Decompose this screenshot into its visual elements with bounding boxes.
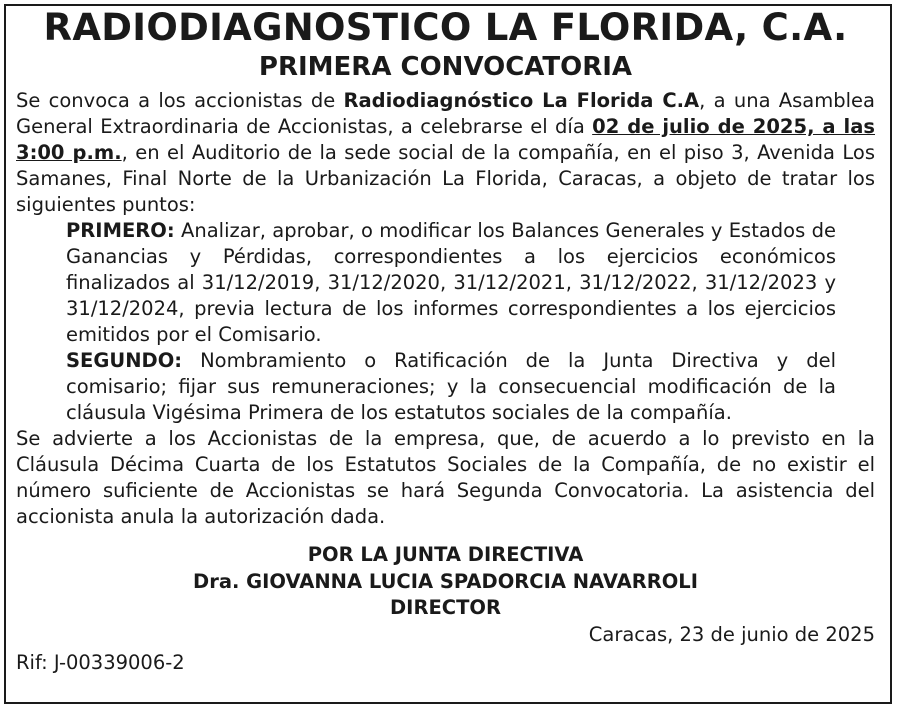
company-title: RADIODIAGNOSTICO LA FLORIDA, C.A. [43, 6, 848, 49]
signature-line: POR LA JUNTA DIRECTIVA [307, 543, 584, 566]
signature-block [16, 542, 875, 622]
agenda-item-label: PRIMERO: [66, 219, 175, 242]
agenda-item-text: Nombramiento o Ratificación de la Junta Directiva y del comisario; fijar sus remuneraciones; y la consecuencial modificación de la cláusula Vigésima Primera de los estatutos sociales de la compañía. [66, 349, 836, 424]
agenda-item-text: Analizar, aprobar, o modificar los Balances Generales y Estados de Ganancias y Pérdidas, correspondientes a los ejercicios económicos finalizados al 31/12/2019, 31/12/2020, 31/12/2021, 31/12/2022, 31/12/2023 y 31/12/2024, previa lectura de los informes correspondientes a los ejercicios emitidos por el Comisario. [66, 219, 836, 346]
intro-text-3: , en el Auditorio de la sede social de la compañía, en el piso 3, Avenida Los Samanes, Final Norte de la Urbanización La Florida, Caracas, a objeto de tratar los siguientes puntos: [16, 141, 875, 216]
company-name: Radiodiagnóstico La Florida C.A [343, 89, 700, 112]
rif-number: Rif: J-00339006-2 [16, 650, 185, 674]
signer-name: Dra. GIOVANNA LUCIA SPADORCIA NAVARROLI [193, 569, 698, 593]
place-date: Caracas, 23 de junio de 2025 [588, 622, 875, 646]
agenda-item-label: SEGUNDO: [66, 349, 183, 372]
intro-text-1: Se convoca a los accionistas de [16, 89, 344, 112]
agenda-item-primero [66, 218, 836, 348]
meeting-date-time: 02 de julio de 2025, a las 3:00 p.m. [16, 115, 875, 164]
agenda-item-segundo [66, 348, 836, 426]
intro-text-2: , a una Asamblea General Extraordinaria de Accionistas, a celebrarse el día [16, 89, 875, 138]
notice-frame [4, 4, 892, 704]
warning-paragraph: Se advierte a los Accionistas de la empresa, que, de acuerdo a lo previsto en la Cláusula Décima Cuarta de los Estatutos Sociales de la Compañía, de no existir el número suficiente de Accionistas se hará Segunda Convocatoria. La asistencia del accionista anula la autorización dada. [16, 427, 875, 528]
signer-role: DIRECTOR [390, 596, 501, 619]
intro-paragraph [16, 88, 875, 218]
notice-heading: PRIMERA CONVOCATORIA [258, 52, 633, 82]
